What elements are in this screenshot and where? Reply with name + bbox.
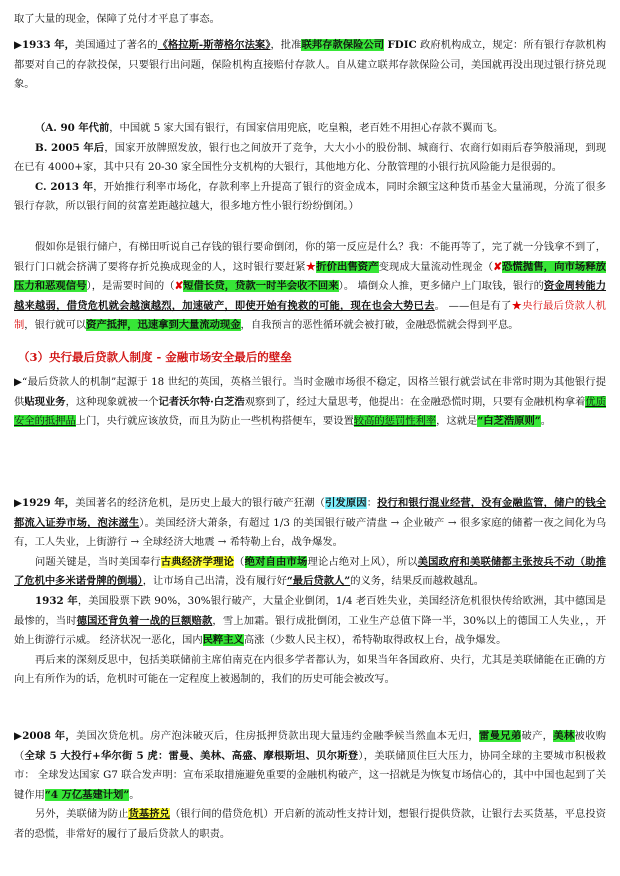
lender-of-last-resort-paragraph: ▶“最后贷款人的机制”起源于 18 世纪的英国，英格兰银行。当时金融市场很不稳定，因格兰银行就尝试在非常时期为其他银行提供贴现业务，这种现象就被一个记者沃尔特·白芝浩观察到了，经过大量思考，他提出：在金融恐慌时期，只要有金融机构拿着优质安全的抵押品上门，央行就应该放贷，而且为防止一些机构搭便车，要设置较高的惩罚性利率，这就是“白芝浩原则”。 [14, 376, 607, 428]
china-a: （A. 90 年代前，中国就 5 家大国有银行，有国家信用兜底，吃皇粮，老百姓不用担心存款不翼而飞。 [35, 122, 504, 134]
star-icon: ★ [305, 260, 317, 273]
star-icon: ★ [511, 299, 523, 312]
china-c: C. 2013 年，开始推行利率市场化，存款利率上升提高了银行的资金成本，同时余额宝这种货币基金大量涌现，分流了很多银行存款，所以银行间的贫富差距越拉越大，很多地方性小银行纷纷倒闭。） [14, 180, 607, 213]
paragraph-1929: ▶1929 年，美国著名的经济危机，是历史上最大的银行破产狂潮（引发原因：投行和银行混业经营，没有金融监管，储户的钱全都流入证券市场，泡沫滋生）。美国经济大萧条，有超过 1/3 的美国银行破产清盘 → 企业破产 → 很多家庭的储蓄一夜之间化为乌有，工人失业，上街游行 → 全球经济大地震 → 希特勒上台，战争爆发。 问题关键是，当时美国奉行古典经济学理论（绝对自由市场理论占绝对上风），所以美国政府和美联储都主张按兵不动（助推了危机中多米诺骨牌的倒塌），让市场自己出清，没有履行好“最后贷款人”的义务，结果反而越救越乱。 1932 年，美国股票下跌 90%，30%银行破产，大量企业倒闭，1/4 老百姓失业，美国经济危机很快传给欧洲，其中德国是最惨的，当时德国还背负着一战的巨额赔款，雪上加霜。银行成批倒闭，工业生产总值下降一半，30%以上的德国工人失业，，开始上街游行示威。 经济状况一恶化，国内民粹主义高涨（少数人民主权），希特勒取得政权上台，战争爆发。 再后来的深刻反思中，包括美联储前主席伯南克在内很多学者都认为，如果当年各国政府、央行，尤其是美联储能在正确的方向上有所作为的话，危机时可能在一定程度上被遏制的，我们的历史可能会被改写。 [14, 497, 607, 686]
law-name: 《格拉斯-斯蒂格尔法案》 [157, 39, 271, 51]
year-label: ▶1933 年， [14, 39, 75, 51]
section-heading: （3）央行最后贷款人制度 - 金融市场安全最后的壁垒 [18, 350, 292, 364]
year-label: ▶2008 年， [14, 730, 76, 742]
bank-run-paragraph: 假如你是银行储户，有梯田听说自己存钱的银行要命倒闭，你的第一反应是什么？我：不能再等了，完了就一分钱拿不到了，银行门口就会挤满了要将存折兑换成现金的人，这时银行要赶紧★折价出售资产变现成大量流动性现金（✘恐慌抛售，向市场释放压力和恶观信号），是需要时间的（✘短借长贷，贷款一时半会收不回来）。 墙倒众人推，更多储户上门取钱，银行的资金周转能力越来越弱，借贷危机就会越演越烈，加速破产，即使开始有挽救的可能，现在也会大势已去。 ——但是有了★央行最后贷款人机制，银行就可以资产抵押，迅速拿到大量流动现金，自我预言的恶性循环就会被打破，金融恐慌就会得到平息。 [14, 241, 607, 332]
year-label: ▶1929 年， [14, 497, 76, 509]
paragraph-1933: ▶1933 年，美国通过了著名的《格拉斯-斯蒂格尔法案》，批准联邦存款保险公司 FDIC 政府机构成立，规定：所有银行存款机构都要对自己的存款投保，只要银行出问题，保险机构直接赔付存款人。自从建立联邦存款保险公司，美国就再没出现过银行挤兑现象。 [14, 39, 607, 91]
cross-icon: ✘ [493, 260, 502, 273]
china-b: B. 2005 年后，国家开放牌照发放，银行也之间放开了竞争，大大小小的股份制、城商行、农商行如雨后春笋般涌现，到现在已有 4000+家，其中只有 20-30 家全国性分支机构的大银行，其他地方化、分散管理的小银行抗风险能力是很弱的。 [14, 141, 606, 174]
cross-icon: ✘ [174, 280, 184, 293]
intro-line: 取了大量的现金，保障了兑付才平息了事态。 [14, 13, 220, 25]
paragraph-2008: ▶2008 年，美国次贷危机。房产泡沫破灭后，住房抵押贷款出现大量违约金融季候当然血本无归，雷曼兄弟破产，美林被收购（全球 5 大投行+华尔街 5 虎：雷曼、美林、高盛、摩根斯坦、贝尔斯登），美联储顶住巨大压力，协同全球的主要城市积极救市： 全球发达国家 G7 联合发声明：宣布采取措施避免重要的金融机构破产，这一招就是为恢复市场信心的，其中中国也起到了关键作用“4 万亿基建计划”。 另外，美联储为防止货基挤兑（银行间的借贷危机）开启新的流动性支持计划，想银行提供贷款，让银行去买货基，平息投资者的恐慌，非常好的履行了最后贷款人的职责。 [14, 730, 607, 840]
china-banks-block [14, 119, 606, 217]
fdic-highlight: 联邦存款保险公司 [301, 39, 385, 51]
bagehot-principle: “白芝浩原则” [477, 415, 541, 428]
